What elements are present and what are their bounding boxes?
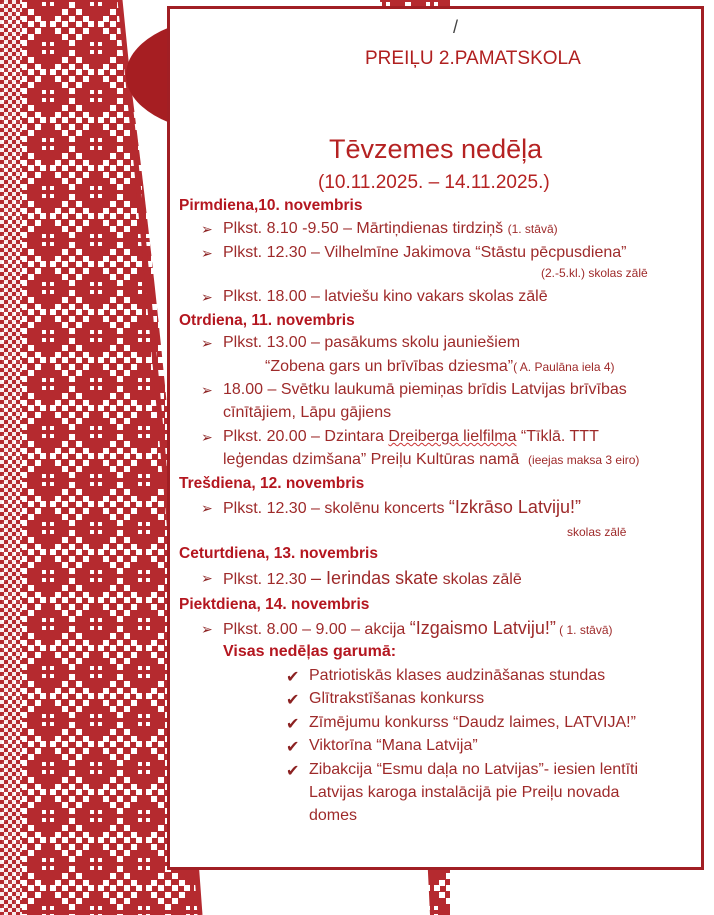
day-heading-tuesday: Otrdiena, 11. novembris bbox=[179, 312, 355, 329]
page-title: Tēvzemes nedēļa bbox=[329, 134, 543, 164]
item-text: Plkst. 12.30 bbox=[223, 571, 312, 588]
schedule-item bbox=[223, 618, 613, 639]
item-text: “Tīklā. TTT bbox=[516, 428, 599, 445]
date-range: (10.11.2025. – 14.11.2025.) bbox=[318, 172, 550, 193]
item-text: “Zobena gars un brīvības dziesma” bbox=[265, 358, 514, 375]
item-text-underlined: Dreiberga lielfilma bbox=[388, 428, 517, 445]
item-event-name: “Izkrāso Latviju!” bbox=[448, 497, 581, 517]
item-text: Plkst. 8.00 – 9.00 – akcija bbox=[223, 621, 410, 638]
check-icon: ✔ bbox=[286, 763, 300, 780]
check-icon: ✔ bbox=[286, 692, 300, 709]
day-heading-friday: Piektdiena, 14. novembris bbox=[179, 596, 370, 613]
schedule-item-continued: cīnītājiem, Lāpu gājiens bbox=[223, 404, 392, 421]
arrow-bullet-icon: ➢ bbox=[201, 335, 213, 351]
schedule-item bbox=[223, 497, 581, 518]
list-item-continued: domes bbox=[309, 807, 358, 824]
check-icon: ✔ bbox=[286, 669, 300, 686]
arrow-bullet-icon: ➢ bbox=[201, 221, 213, 237]
schedule-item: Plkst. 18.00 – latviešu kino vakars skolas zālē bbox=[223, 288, 548, 305]
day-heading-thursday: Ceturtdiena, 13. novembris bbox=[179, 545, 378, 562]
schedule-item: 18.00 – Svētku laukumā piemiņas brīdis Latvijas brīvības bbox=[223, 381, 627, 398]
schedule-item bbox=[223, 220, 558, 238]
item-note: (ieejas maksa 3 eiro) bbox=[528, 453, 640, 467]
day-heading-monday: Pirmdiena,10. novembris bbox=[179, 197, 363, 214]
item-text: Plkst. 20.00 – Dzintara bbox=[223, 428, 389, 445]
arrow-bullet-icon: ➢ bbox=[201, 245, 213, 261]
item-text: leģendas dzimšana” Preiļu Kultūras namā bbox=[223, 451, 520, 468]
item-text: Plkst. 12.30 – skolēnu koncerts bbox=[223, 500, 449, 517]
schedule-item-continued bbox=[223, 451, 639, 469]
item-location: ( 1. stāvā) bbox=[555, 623, 613, 637]
schedule-item bbox=[223, 568, 522, 589]
arrow-bullet-icon: ➢ bbox=[201, 289, 213, 305]
schedule-item bbox=[223, 428, 599, 446]
arrow-bullet-icon: ➢ bbox=[201, 429, 213, 445]
list-item: Glītrakstīšanas konkurss bbox=[309, 690, 485, 707]
item-location: (1. stāvā) bbox=[507, 222, 558, 236]
schedule-item-continued bbox=[265, 358, 615, 376]
list-item: Patriotiskās klases audzināšanas stundas bbox=[309, 667, 606, 684]
check-icon: ✔ bbox=[286, 716, 300, 733]
arrow-bullet-icon: ➢ bbox=[201, 621, 213, 637]
item-text: Plkst. 8.10 -9.50 – Mārtiņdienas tirdziņš bbox=[223, 220, 504, 237]
item-event-name: “Izgaismo Latviju!” bbox=[409, 618, 556, 638]
arrow-bullet-icon: ➢ bbox=[201, 382, 213, 398]
item-location: skolas zālē bbox=[567, 525, 627, 539]
week-heading bbox=[223, 643, 396, 661]
arrow-bullet-icon: ➢ bbox=[201, 500, 213, 516]
item-location: (2.-5.kl.) skolas zālē bbox=[541, 266, 648, 280]
header-slash: / bbox=[453, 17, 459, 37]
arrow-bullet-icon: ➢ bbox=[201, 570, 213, 586]
item-event-name: – Ierindas skate bbox=[311, 568, 439, 588]
schedule-item: Plkst. 12.30 – Vilhelmīne Jakimova “Stāstu pēcpusdiena” bbox=[223, 244, 627, 261]
item-location: skolas zālē bbox=[438, 571, 522, 588]
schedule-item: Plkst. 13.00 – pasākums skolu jauniešiem bbox=[223, 334, 521, 351]
item-location: ( A. Paulāna iela 4) bbox=[513, 360, 615, 374]
school-name: PREIĻU 2.PAMATSKOLA bbox=[365, 48, 581, 69]
week-heading-colon: : bbox=[390, 643, 397, 660]
list-item: Viktorīna “Mana Latvija” bbox=[309, 737, 478, 754]
check-icon: ✔ bbox=[286, 739, 300, 756]
day-heading-wednesday: Trešdiena, 12. novembris bbox=[179, 475, 365, 492]
week-heading-text: Visas nedēļas garumā bbox=[223, 643, 391, 660]
list-item: Zīmējumu konkurss “Daudz laimes, LATVIJA!” bbox=[309, 714, 636, 731]
list-item-continued: Latvijas karoga instalācijā pie Preiļu novada bbox=[309, 784, 620, 801]
list-item: Zibakcija “Esmu daļa no Latvijas”- iesien lentīti bbox=[309, 761, 639, 778]
